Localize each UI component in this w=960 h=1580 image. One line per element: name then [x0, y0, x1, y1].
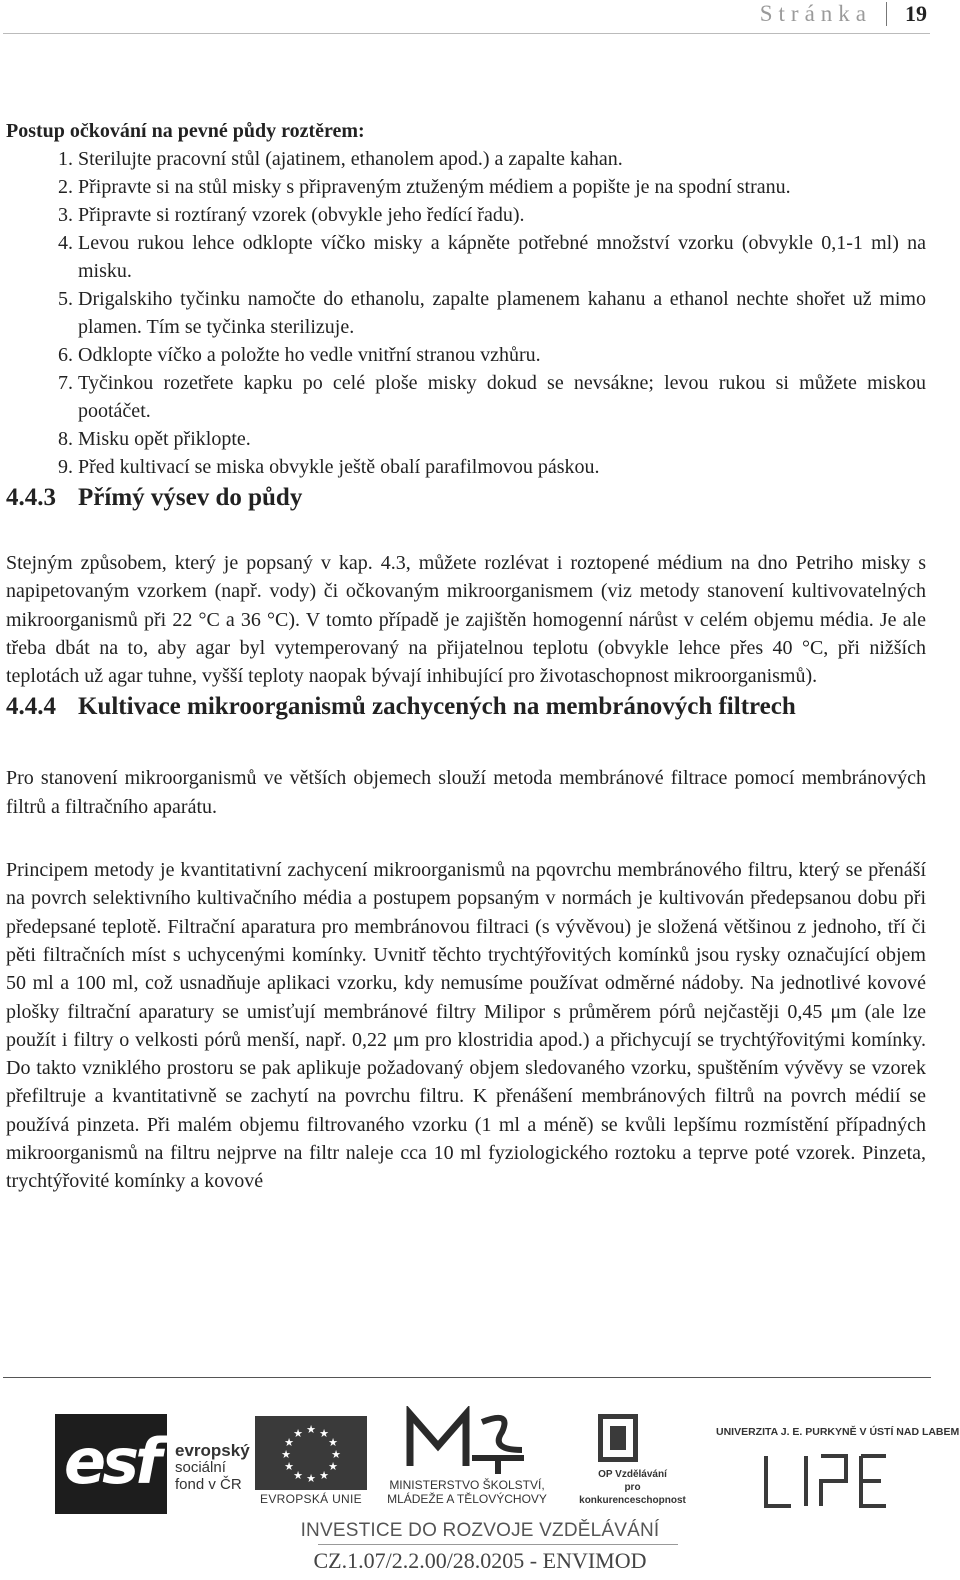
step-item: 1. Sterilujte pracovní stůl (ajatinem, ethanolem apod.) a zapalte kahan. — [78, 145, 926, 173]
op-caption — [570, 1468, 695, 1507]
section-number: 4.4.4 — [6, 693, 56, 721]
step-item: 4. Levou rukou lehce odklopte víčko misky a kápněte potřebné množství vzorku (obvykle 0,1-1 ml) na misku. — [78, 229, 926, 285]
svg-text:★: ★ — [281, 1448, 291, 1461]
document-body — [6, 117, 926, 1196]
svg-text:★: ★ — [293, 1427, 303, 1440]
footer-logos — [0, 1374, 960, 1580]
esf-mark: esf — [55, 1414, 167, 1514]
esf-caption — [175, 1442, 250, 1493]
svg-text:★: ★ — [328, 1436, 338, 1449]
msmt-caption — [372, 1478, 562, 1506]
svg-text:★: ★ — [284, 1436, 294, 1449]
footer-rule — [3, 1377, 931, 1378]
msmt-emblem-icon — [402, 1406, 532, 1476]
step-item: 2. Připravte si na stůl misky s připraveným ztuženým médiem a popište je na spodní stranu. — [78, 173, 926, 201]
project-code: CZ.1.07/2.2.00/28.0205 - ENVIMOD — [313, 1548, 647, 1573]
step-item: 5. Drigalskiho tyčinku namočte do ethanolu, zapalte plamenem kahanu a ethanol nechte shořet už mimo plamen. Tím se tyčinka sterilizuje. — [78, 285, 926, 341]
msmt-line: MLÁDEŽE A TĚLOVÝCHOVY — [387, 1492, 547, 1506]
section-number: 4.4.3 — [6, 484, 56, 511]
procedure-steps — [6, 145, 926, 481]
svg-text:★: ★ — [319, 1469, 329, 1482]
section-444-paragraph-1: Pro stanovení mikroorganismů ve větších objemech slouží metoda membránové filtrace pomocí membránových filtrů a filtračního aparátu. — [6, 767, 926, 818]
esf-line: sociální — [175, 1459, 226, 1476]
step-item: 8. Misku opět přiklopte. — [78, 425, 926, 453]
step-item: 9. Před kultivací se miska obvykle ještě obalí parafilmovou páskou. — [78, 453, 926, 481]
section-heading-444 — [6, 690, 926, 724]
ujep-logo — [716, 1426, 960, 1516]
op-emblem-icon — [598, 1414, 638, 1462]
section-heading-443 — [6, 481, 926, 515]
step-item: 6. Odklopte víčko a položte ho vedle vnitřní stranou vzhůru. — [78, 341, 926, 369]
esf-line: evropský — [175, 1441, 250, 1460]
svg-text:★: ★ — [284, 1460, 294, 1473]
page-label: Stránka — [759, 1, 872, 26]
investment-slogan: INVESTICE DO ROZVOJE VZDĚLÁVÁNÍ — [300, 1520, 660, 1541]
section-444-paragraph-2: Principem metody je kvantitativní zachycení mikroorganismů na pqovrchu membránového filtru, který se přenáší na povrch selektivního kultivačního média a postupem popsaným v normách je kultivován předepsanou dobu při předepsané teplotě. Filtrační aparatura pro membránovou filtraci (s vývěvou) je složená většinou z jednoho, tří či pěti filtračních míst s uchycenými komínky. Uvnitř těchto trychtýřovitých komínků jsou rysky označující objem 50 ml a 100 ml, což usnadňuje aplikaci vzorku, kdy nemusíme používat odměrné nádoby. Na jednotlivé kovové plošky filtrační aparatury se umisťují membránové filtry Milipor s průměrem pórů nejčastěji 0,45 μm (ale lze použít i filtry o velkosti pórů menší, např. 0,22 μm pro klostridia apod.) a přichycují se trychtýřovitými komínky. Do takto vzniklého prostoru se pak aplikuje požadovaný objem sledovaného vzorku, spuštěním vývěvy se vzorek přefiltruje a kvantitativně se zachytí na povrchu filtru. K přenášení membránových filtrů na povrch médií se používá pinzeta. Při malém objemu filtrovaného vzorku (1 ml a méně) se kvůli lepšímu rozmístění případných mikroorganismů na filtru nejprve na filtr naleje cca 10 ml fyziologického roztoku a teprve poté vzorek. Pinzeta, trychtýřovité komínky a kovové — [6, 859, 926, 1193]
eu-logo — [255, 1416, 367, 1508]
svg-text:★: ★ — [319, 1427, 329, 1440]
op-line: OP Vzdělávání — [598, 1469, 667, 1480]
page-header — [0, 0, 930, 34]
section-title: Přímý výsev do půdy — [78, 484, 303, 511]
esf-logo — [55, 1414, 250, 1514]
section-443-paragraph: Stejným způsobem, který je popsaný v kap. 4.3, můžete rozlévat i roztopené médium na dno Petriho misky s napipetovaným vzorkem (např. vody) či očkovaným mikroorganismem (viz metody stanovení kultivovatelných mikroorganismů při 22 °C a 36 °C). V tomto případě je zajištěn homogenní nárůst v celém objemu média. Je ale třeba dbát na to, aby agar byl vytemperovaný na přijatelnou teplotu (obvykle lehce přes 40 °C, při nižších teplotách už agar tuhne, vyšší teploty naopak bývají inhibující pro životaschopnost mikroorganismů). — [6, 552, 926, 688]
slogan-rule — [318, 1544, 678, 1545]
eu-caption: EVROPSKÁ UNIE — [260, 1492, 362, 1506]
svg-text:★: ★ — [328, 1460, 338, 1473]
step-item: 7. Tyčinkou rozetřete kapku po celé ploše misky dokud se nevsákne; levou rukou si můžete miskou pootáčet. — [78, 369, 926, 425]
step-item: 3. Připravte si roztíraný vzorek (obvykle jeho ředící řadu). — [78, 201, 926, 229]
svg-text:★: ★ — [293, 1469, 303, 1482]
procedure-title: Postup očkování na pevné půdy roztěrem: — [6, 120, 365, 142]
svg-text:★: ★ — [331, 1448, 341, 1461]
msmt-line: MINISTERSTVO ŠKOLSTVÍ, — [389, 1478, 545, 1492]
page-number: 19 — [905, 1, 927, 26]
svg-text:★: ★ — [306, 1423, 316, 1436]
ujep-emblem-icon — [746, 1446, 896, 1516]
op-logo — [570, 1414, 695, 1514]
op-line: pro konkurenceschopnost — [579, 1482, 686, 1506]
ujep-name: UNIVERZITA J. E. PURKYNĚ V ÚSTÍ NAD LABEM — [716, 1426, 960, 1438]
section-title: Kultivace mikroorganismů zachycených na membránových filtrech — [78, 693, 796, 721]
header-rule — [3, 33, 930, 34]
svg-text:★: ★ — [306, 1472, 316, 1485]
esf-line: fond v ČR — [175, 1476, 242, 1493]
msmt-logo — [372, 1406, 562, 1516]
eu-flag-icon — [255, 1416, 367, 1490]
header-separator — [886, 2, 887, 26]
